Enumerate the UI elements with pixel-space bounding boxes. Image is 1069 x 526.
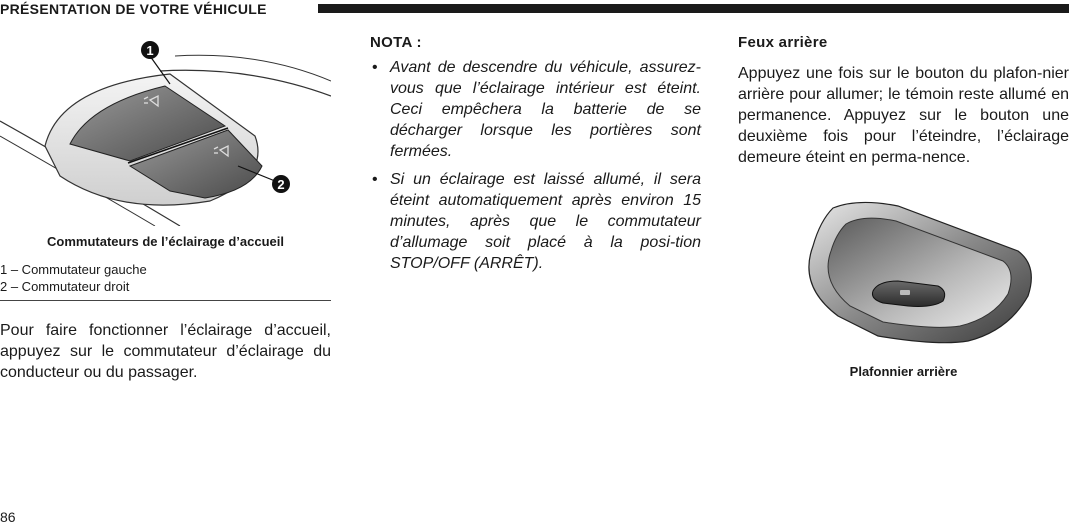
section-title: Feux arrière: [738, 34, 828, 51]
note-item: [370, 57, 701, 162]
header-title: PRÉSENTATION DE VOTRE VÉHICULE: [0, 1, 267, 17]
column-middle: [370, 33, 701, 281]
figure-legend: [0, 261, 331, 295]
figure-caption: Commutateurs de l’éclairage d’accueil: [47, 234, 284, 249]
note-title: NOTA :: [370, 34, 422, 51]
header-bar: [318, 4, 1069, 13]
indicator-icon: [900, 290, 910, 295]
column-left: [0, 26, 331, 383]
legend-item: 1 – Commutateur gauche: [0, 262, 147, 277]
body-paragraph: Pour faire fonctionner l’éclairage d’accueil, appuyez sur le commutateur d’éclairage du conducteur ou du passager.: [0, 322, 331, 381]
rear-dome-light-illustration: [738, 196, 1069, 356]
column-right: [738, 33, 1069, 380]
callout-2-label: 2: [277, 177, 285, 192]
note-item-text: Si un éclairage est laissé allumé, il sera éteint automatiquement après environ 15 minutes, après que le commutateur d’allumage soit placé à la posi-tion STOP/OFF (ARRÊT).: [390, 171, 701, 272]
figure-caption: Plafonnier arrière: [849, 364, 958, 379]
legend-item: 2 – Commutateur droit: [0, 279, 130, 294]
note-list: [370, 57, 701, 274]
note-item-text: Avant de descendre du véhicule, assurez-vous que l’éclairage intérieur est éteint. Ceci empêchera la batterie de se décharger lorsque les portières sont fermées.: [390, 59, 701, 160]
courtesy-light-switches-illustration: [0, 26, 331, 226]
bullet-icon: •: [372, 59, 378, 76]
page-number: 86: [0, 509, 16, 525]
note-item: [370, 169, 701, 274]
page-header: [0, 0, 1069, 20]
bullet-icon: •: [372, 171, 378, 188]
figure-divider: [0, 300, 331, 301]
body-paragraph: Appuyez une fois sur le bouton du plafon-nier arrière pour allumer; le témoin reste allumé en permanence. Appuyez sur le bouton une deuxième fois pour l’éteindre, l’éclairage demeure éteint en perma-nence.: [738, 65, 1069, 166]
callout-1-label: 1: [146, 43, 154, 58]
